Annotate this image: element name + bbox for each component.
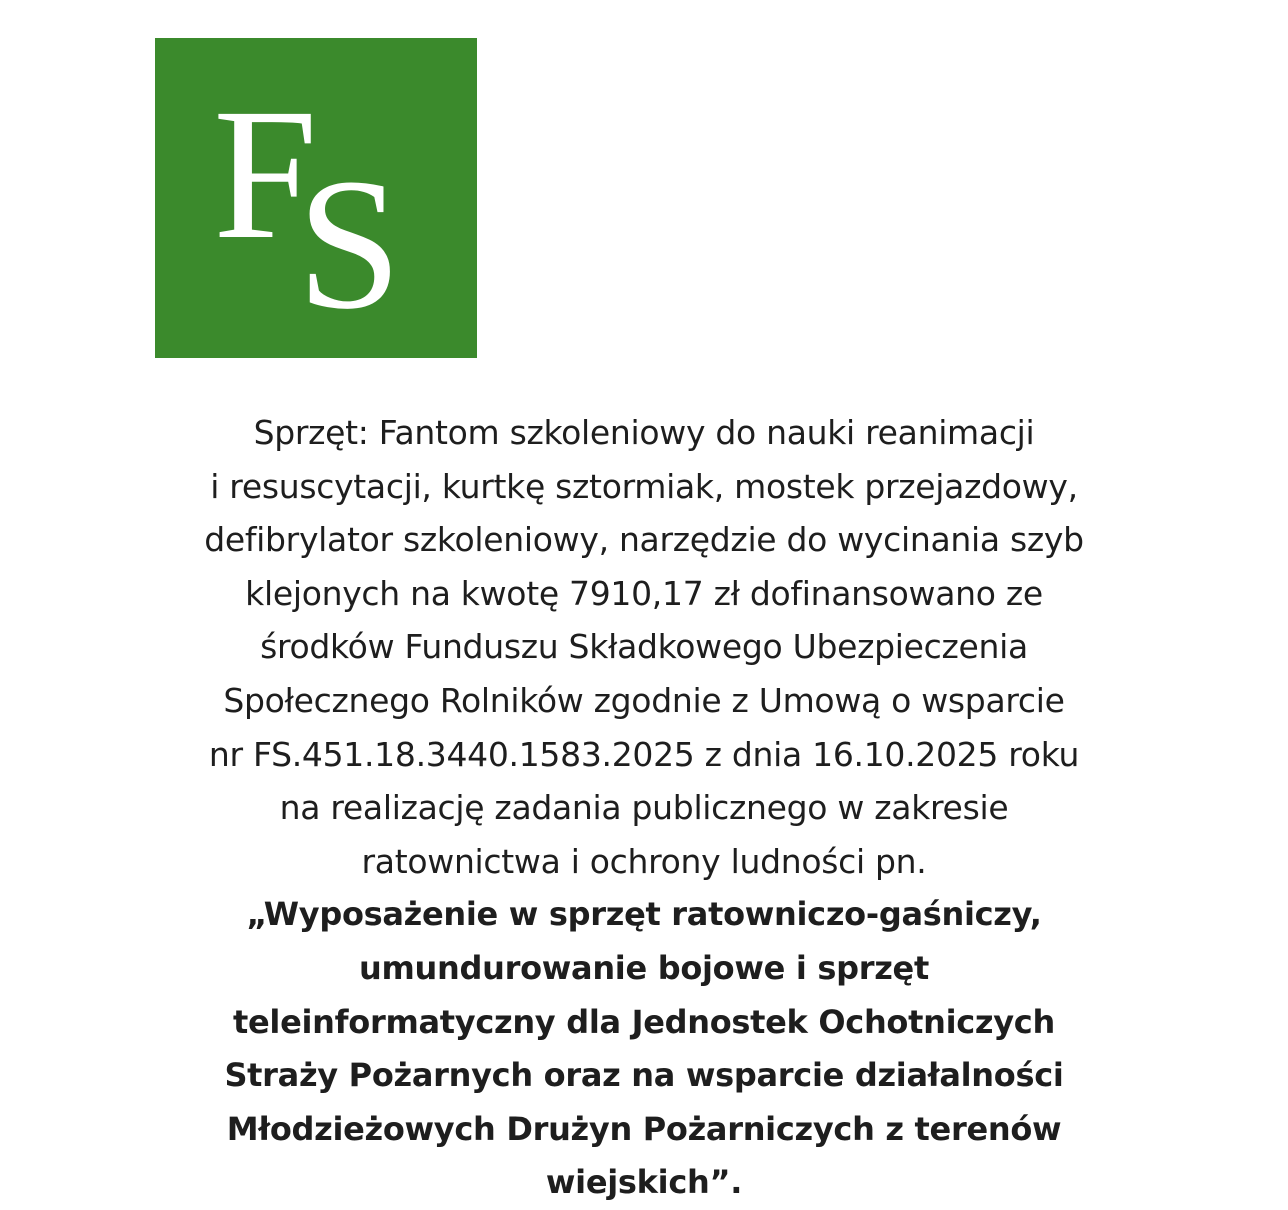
task-title-line: wiejskich”. (545, 1163, 743, 1202)
task-title-line: Młodzieżowych Drużyn Pożarniczych z terenów (226, 1109, 1062, 1148)
body-line: ratownictwa i ochrony ludności pn. (361, 841, 927, 881)
body-line: klejonych na kwotę 7910,17 zł dofinansowano ze (245, 573, 1043, 613)
body-line: na realizację zadania publicznego w zakresie (279, 788, 1009, 828)
body-line: środków Funduszu Składkowego Ubezpieczenia (260, 627, 1028, 667)
task-title-line: „Wyposażenie w sprzęt ratowniczo-gaśniczy, (246, 895, 1042, 934)
logo-letter-f: F (213, 69, 318, 278)
body-line: Społecznego Rolników zgodnie z Umową o wsparcie (223, 680, 1065, 720)
task-title-line: umundurowanie bojowe i sprzęt (359, 948, 929, 987)
announcement-text (100, 406, 1188, 1210)
logo-letter-s: S (297, 139, 402, 348)
task-title-line: teleinformatyczny dla Jednostek Ochotniczych (233, 1002, 1055, 1041)
body-line: defibrylator szkoleniowy, narzędzie do wycinania szyb (204, 520, 1084, 560)
body-line: i resuscytacji, kurtkę sztormiak, mostek przejazdowy, (210, 466, 1078, 506)
body-line: Sprzęt: Fantom szkoleniowy do nauki reanimacji (253, 413, 1035, 452)
task-title-line: Straży Pożarnych oraz na wsparcie działalności (224, 1056, 1064, 1095)
fs-logo (155, 38, 477, 358)
body-line: nr FS.451.18.3440.1583.2025 z dnia 16.10.2025 roku (208, 734, 1080, 774)
